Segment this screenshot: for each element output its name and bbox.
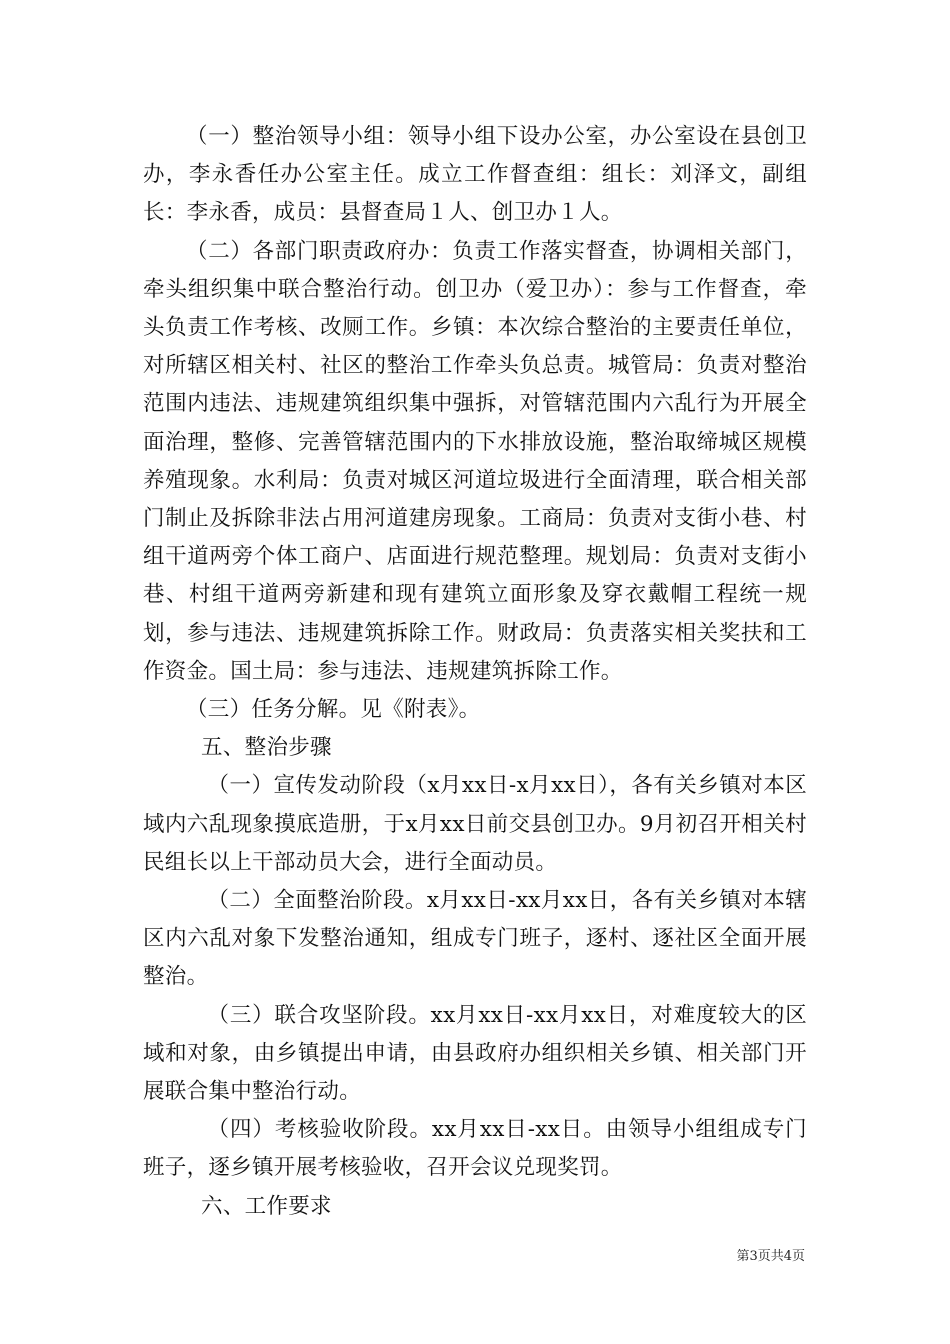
paragraph-leadership-group: （一）整治领导小组：领导小组下设办公室，办公室设在县创卫办，李永香任办公室主任。成立工作督查组：组长：刘泽文，副组长：李永香，成员：县督查局１人、创卫办１人。 [143,124,807,226]
paragraph-step-full-remediation: （二）全面整治阶段。x月xx日-xx月xx日，各有关乡镇对本辖区内六乱对象下发整治通知，组成专门班子，逐村、逐社区全面开展整治。 [143,888,807,990]
document-body [143,118,807,1226]
section-heading-requirements: 六、工作要求 [201,1193,332,1219]
paragraph-step-joint-tackling: （三）联合攻坚阶段。xx月xx日-xx月xx日，对难度较大的区域和对象，由乡镇提出申请，由县政府办组织相关乡镇、相关部门开展联合集中整治行动。 [143,1002,807,1105]
page-number-footer: 第3页共4页 [736,1249,805,1264]
paragraph-department-duties: （二）各部门职责政府办：负责工作落实督查，协调相关部门，牵头组织集中联合整治行动。创卫办（爱卫办）：参与工作督查，牵头负责工作考核、改厕工作。乡镇：本次综合整治的主要责任单位，对所辖区相关村、社区的整治工作牵头负总责。城管局：负责对整治范围内违法、违规建筑组织集中强拆，对管辖范围内六乱行为开展全面治理，整修、完善管辖范围内的下水排放设施，整治取缔城区规模养殖现象。水利局：负责对城区河道垃圾进行全面清理，联合相关部门制止及拆除非法占用河道建房现象。工商局：负责对支街小巷、村组干道两旁个体工商户、店面进行规范整理。规划局：负责对支街小巷、村组干道两旁新建和现有建筑立面形象及穿衣戴帽工程统一规划，参与违法、违规建筑拆除工作。财政局：负责落实相关奖扶和工作资金。国土局：参与违法、违规建筑拆除工作。 [143,238,807,684]
paragraph-task-breakdown: （三）任务分解。见《附表》。 [186,697,481,723]
paragraph-step-acceptance: （四）考核验收阶段。xx月xx日-xx日。由领导小组组成专门班子，逐乡镇开展考核验收，召开会议兑现奖罚。 [143,1117,807,1181]
section-heading-steps: 五、整治步骤 [201,735,332,761]
paragraph-step-publicity: （一）宣传发动阶段（x月xx日-x月xx日），各有关乡镇对本区域内六乱现象摸底造册，于x月xx日前交县创卫办。9月初召开相关村民组长以上干部动员大会，进行全面动员。 [143,773,807,875]
